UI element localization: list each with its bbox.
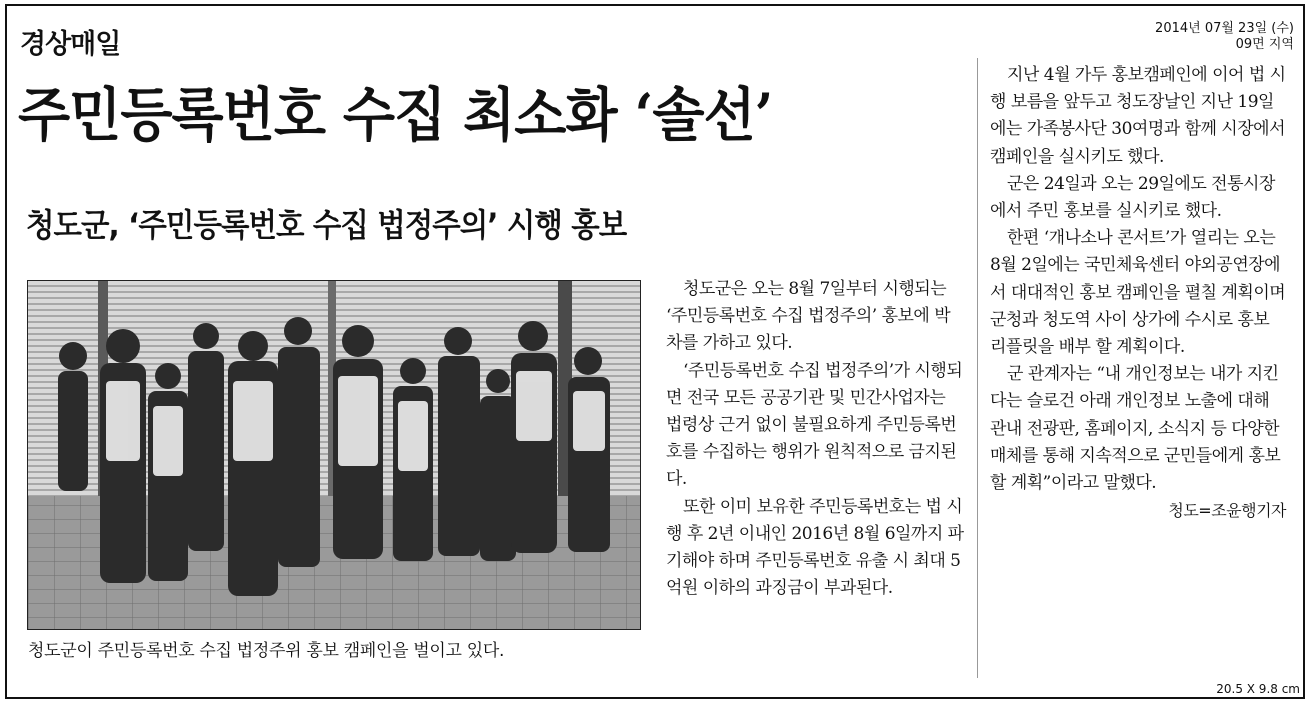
article-paragraph: 청도군은 오는 8월 7일부터 시행되는 ‘주민등록번호 수집 법정주의’ 홍보에 박차를 가하고 있다.: [666, 279, 951, 354]
dateline: [1155, 21, 1294, 53]
subheadline: 청도군, ‘주민등록번호 수집 법정주의’ 시행 홍보: [26, 206, 627, 244]
article-paragraph: 군 관계자는 “내 개인정보는 내가 지킨다는 슬로건 아래 개인정보 노출에 대해 관내 전광판, 홈페이지, 소식지 등 다양한 매체를 통해 지속적으로 군민들에게 홍보할 계획”이라고 말했다.: [990, 364, 1281, 494]
article-paragraph: 한편 ‘개나소나 콘서트’가 열리는 오는 8월 2일에는 국민체육센터 야외공연장에서 대대적인 홍보 캠페인을 펼칠 계획이며 군청과 청도역 사이 상가에 수시로 홍보 리플릿을 배부 할 계획이다.: [990, 228, 1286, 358]
page-section: 09면 지역: [1235, 37, 1294, 52]
photo-caption: 청도군이 주민등록번호 수집 법정주위 홍보 캠페인을 벌이고 있다.: [28, 641, 505, 661]
byline: 청도=조윤행기자: [1168, 501, 1286, 521]
article-paragraph: 지난 4월 가두 홍보캠페인에 이어 법 시행 보름을 앞두고 청도장날인 지난 19일에는 가족봉사단 30여명과 함께 시장에서 캠페인을 실시키도 했다.: [990, 65, 1286, 167]
headline: 주민등록번호 수집 최소화 ‘솔선’: [18, 81, 773, 149]
article-column-2: [990, 62, 1286, 524]
newspaper-masthead: 경상매일: [20, 29, 121, 60]
publication-date: 2014년 07월 23일 (수): [1155, 21, 1294, 36]
clipping-size: 20.5 X 9.8 cm: [1216, 682, 1300, 696]
news-photo: [27, 280, 641, 630]
article-paragraph: ‘주민등록번호 수집 법정주의’가 시행되면 전국 모든 공공기관 및 민간사업자는 법령상 근거 없이 불필요하게 주민등록번호를 수집하는 행위가 원칙적으로 금지된다.: [666, 360, 963, 490]
article-paragraph: 군은 24일과 오는 29일에도 전통시장에서 주민 홍보를 실시키로 했다.: [990, 173, 1275, 222]
article-column-1: [666, 276, 966, 602]
column-divider: [977, 58, 978, 678]
article-paragraph: 또한 이미 보유한 주민등록번호는 법 시행 후 2년 이내인 2016년 8월 6일까지 파기해야 하며 주민등록번호 유출 시 최대 5억원 이하의 과징금이 부과된다.: [666, 496, 964, 599]
